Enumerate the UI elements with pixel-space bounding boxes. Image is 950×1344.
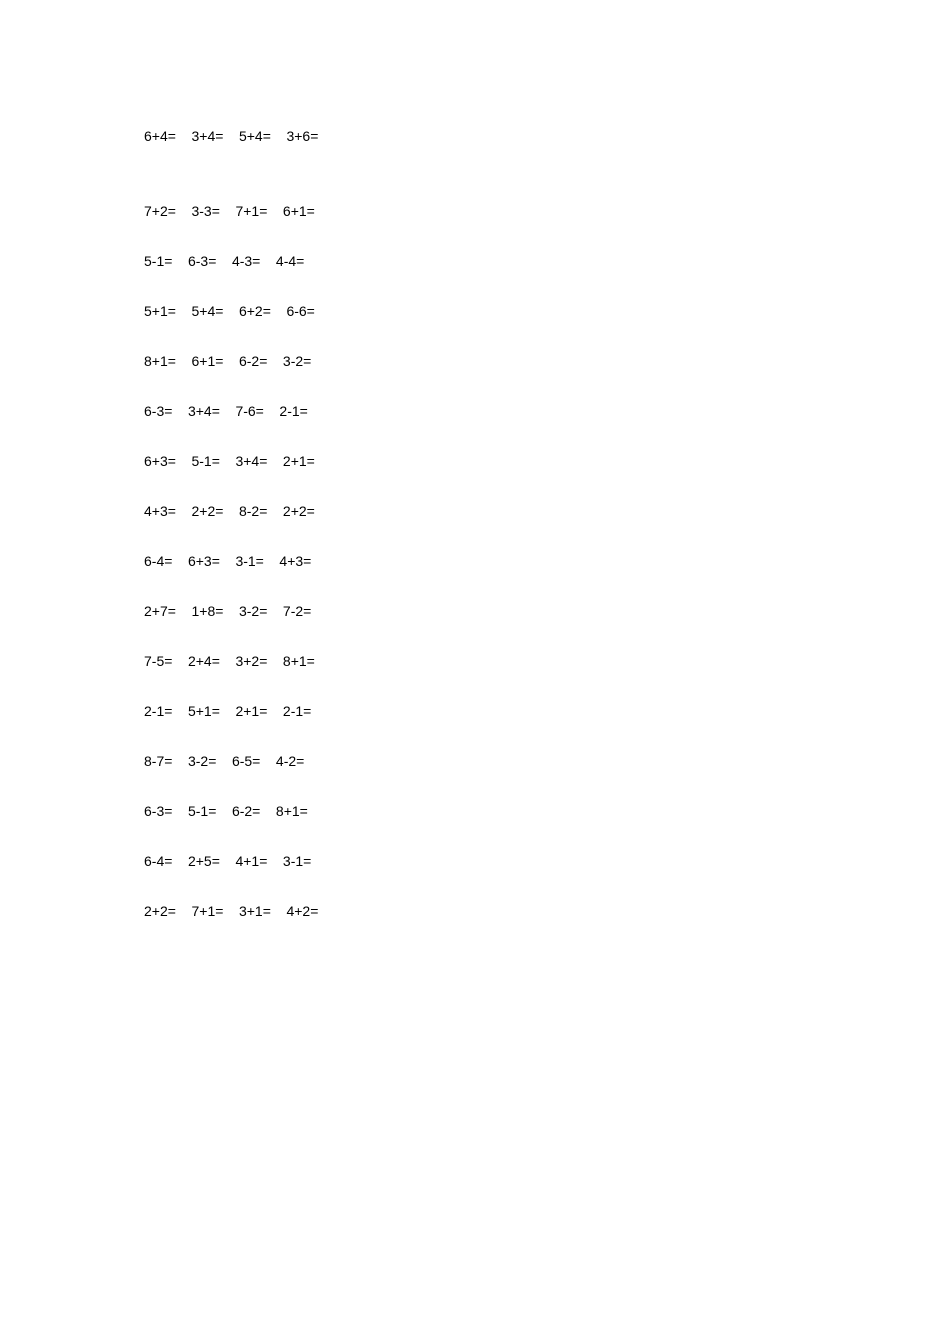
problem-row: 6-4= 6+3= 3-1= 4+3=: [144, 553, 312, 569]
problem-row: 8-7= 3-2= 6-5= 4-2=: [144, 753, 305, 769]
problem-row: 6-3= 3+4= 7-6= 2-1=: [144, 403, 308, 419]
problem-row: 7-5= 2+4= 3+2= 8+1=: [144, 653, 315, 669]
problem-row: 2-1= 5+1= 2+1= 2-1=: [144, 703, 312, 719]
problem-row: 5-1= 6-3= 4-3= 4-4=: [144, 253, 305, 269]
problem-row: 4+3= 2+2= 8-2= 2+2=: [144, 503, 315, 519]
problem-row: 7+2= 3-3= 7+1= 6+1=: [144, 203, 315, 219]
problem-row: 6+3= 5-1= 3+4= 2+1=: [144, 453, 315, 469]
problem-row: 6-4= 2+5= 4+1= 3-1=: [144, 853, 312, 869]
problem-row: 2+2= 7+1= 3+1= 4+2=: [144, 903, 319, 919]
problem-row: 8+1= 6+1= 6-2= 3-2=: [144, 353, 312, 369]
arithmetic-problems: [144, 126, 318, 951]
problem-row: 6+4= 3+4= 5+4= 3+6=: [144, 128, 319, 144]
problem-row: 6-3= 5-1= 6-2= 8+1=: [144, 803, 308, 819]
problem-row: 2+7= 1+8= 3-2= 7-2=: [144, 603, 312, 619]
problem-row: 5+1= 5+4= 6+2= 6-6=: [144, 303, 315, 319]
